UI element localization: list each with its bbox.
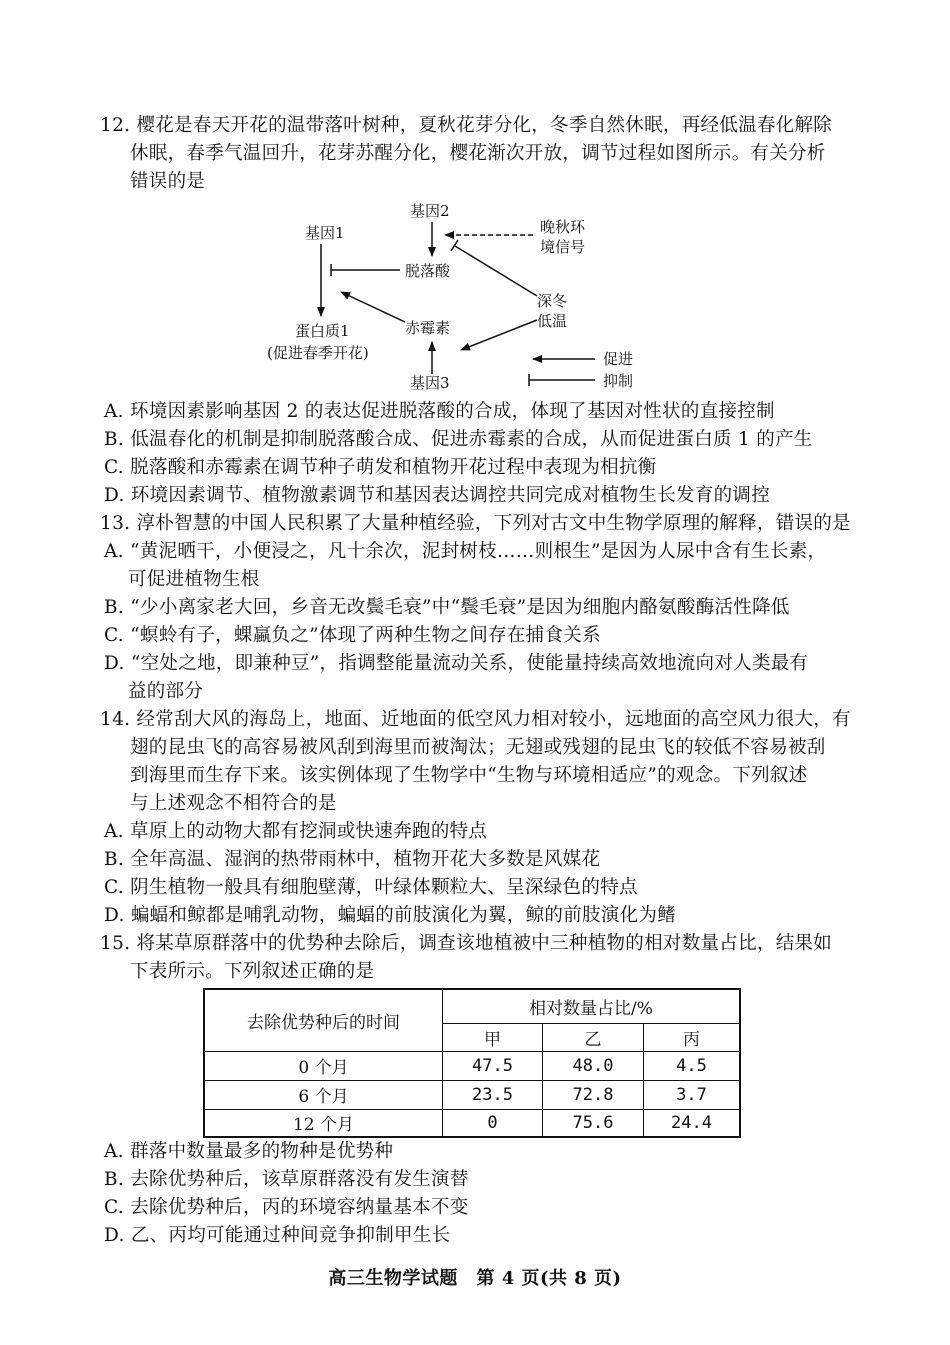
row-time: 6 个月 (204, 1080, 443, 1109)
q12-stem-line-2: 休眠，春季气温回升，花芽苏醒分化，樱花渐次开放，调节过程如图所示。有关分析 (130, 143, 826, 164)
gene2-label: 基因2 (410, 202, 450, 220)
cell-jia: 23.5 (443, 1080, 543, 1109)
cell-bing: 4.5 (644, 1051, 741, 1080)
q13-option-a-cont: 可促进植物生根 (128, 569, 260, 590)
page-footer: 高三生物学试题 第 4 页(共 8 页) (328, 1268, 622, 1289)
q13-option-d-cont: 益的部分 (128, 681, 204, 702)
cell-jia: 47.5 (443, 1051, 543, 1080)
ga-to-protein1-arrow (341, 292, 405, 322)
q14-stem-line-2: 翅的昆虫飞的高容易被风刮到海里而被淘汰；无翅或残翅的昆虫飞的较低不容易被刮 (130, 737, 826, 758)
table-row (204, 1051, 740, 1080)
q14-option-c: C. 阴生植物一般具有细胞壁薄，叶绿体颗粒大、呈深绿色的特点 (104, 877, 638, 898)
table-row (204, 1080, 740, 1109)
legend-inhibit-label: 抑制 (603, 372, 634, 390)
aba-label: 脱落酸 (405, 262, 451, 280)
regulation-diagram (255, 196, 675, 396)
ga-label: 赤霉素 (405, 319, 451, 337)
table-row (204, 1109, 740, 1137)
table-header-row (204, 989, 740, 1023)
cell-yi: 72.8 (543, 1080, 644, 1109)
winter-inhibit-gene2-line (455, 246, 537, 296)
header-species-bing: 丙 (644, 1023, 741, 1051)
cell-jia: 0 (443, 1109, 543, 1137)
q15-stem-line-2: 下表所示。下列叙述正确的是 (130, 961, 375, 982)
deep-winter-label-1: 深冬 (537, 292, 568, 310)
winter-inhibit-gene2-bar (451, 240, 458, 251)
q14-stem-line-3: 到海里而生存下来。该实例体现了生物学中“生物与环境相适应”的观念。下列叙述 (130, 765, 808, 786)
header-time: 去除优势种后的时间 (204, 989, 443, 1051)
legend-promote-label: 促进 (603, 350, 634, 368)
cell-yi: 48.0 (543, 1051, 644, 1080)
gene3-label: 基因3 (410, 374, 450, 392)
cell-bing: 24.4 (644, 1109, 741, 1137)
protein1-note: (促进春季开花) (267, 344, 369, 362)
cell-yi: 75.6 (543, 1109, 644, 1137)
q13-option-c: C. “螟蛉有子，蜾蠃负之”体现了两种生物之间存在捕食关系 (104, 625, 601, 646)
header-group: 相对数量占比/% (443, 989, 741, 1023)
q12-option-d: D. 环境因素调节、植物激素调节和基因表达调控共同完成对植物生长发育的调控 (104, 485, 771, 506)
header-species-jia: 甲 (443, 1023, 543, 1051)
q14-option-d: D. 蝙蝠和鲸都是哺乳动物，蝙蝠的前肢演化为翼，鲸的前肢演化为鳍 (104, 905, 677, 926)
q12-option-a: A. 环境因素影响基因 2 的表达促进脱落酸的合成，体现了基因对性状的直接控制 (104, 401, 775, 422)
q14-stem-line-1: 14. 经常刮大风的海岛上，地面、近地面的低空风力相对较小，远地面的高空风力很大，有 (100, 709, 851, 730)
gene1-label: 基因1 (305, 224, 345, 242)
q12-stem-line-1: 12. 樱花是春天开花的温带落叶树种，夏秋花芽分化，冬季自然休眠，再经低温春化解除 (100, 115, 833, 136)
q15-stem-line-1: 15. 将某草原群落中的优势种去除后，调查该地植被中三种植物的相对数量占比，结果如 (100, 933, 833, 954)
q13-option-d: D. “空处之地，即兼种豆”，指调整能量流动关系，使能量持续高效地流向对人类最有 (104, 653, 809, 674)
winter-to-ga-arrow (461, 320, 537, 350)
q15-option-b: B. 去除优势种后，该草原群落没有发生演替 (104, 1169, 469, 1190)
q15-option-a: A. 群落中数量最多的物种是优势种 (104, 1141, 394, 1162)
q12-option-b: B. 低温春化的机制是抑制脱落酸合成、促进赤霉素的合成，从而促进蛋白质 1 的产生 (104, 429, 813, 450)
q14-stem-line-4: 与上述观念不相符合的是 (130, 793, 337, 814)
header-species-yi: 乙 (543, 1023, 644, 1051)
protein1-label: 蛋白质1 (295, 322, 350, 340)
q12-option-c: C. 脱落酸和赤霉素在调节种子萌发和植物开花过程中表现为相抗衡 (104, 457, 657, 478)
q15-option-d: D. 乙、丙均可能通过种间竞争抑制甲生长 (104, 1225, 451, 1246)
q12-stem-line-3: 错误的是 (130, 171, 206, 192)
deep-winter-label-2: 低温 (537, 312, 568, 330)
cell-bing: 3.7 (644, 1080, 741, 1109)
q14-option-b: B. 全年高温、湿润的热带雨林中，植物开花大多数是风媒花 (104, 849, 601, 870)
q13-option-b: B. “少小离家老大回，乡音无改鬓毛衰”中“鬓毛衰”是因为细胞内酪氨酸酶活性降低 (104, 597, 790, 618)
q14-option-a: A. 草原上的动物大都有挖洞或快速奔跑的特点 (104, 821, 488, 842)
q15-option-c: C. 去除优势种后，丙的环境容纳量基本不变 (104, 1197, 469, 1218)
late-autumn-label-2: 境信号 (540, 238, 586, 256)
late-autumn-label-1: 晚秋环 (540, 218, 586, 236)
q13-option-a: A. “黄泥晒干，小便浸之，凡十余次，泥封树枝……则根生”是因为人尿中含有生长素， (104, 541, 827, 562)
species-ratio-table (203, 988, 741, 1138)
q13-stem: 13. 淳朴智慧的中国人民积累了大量种植经验，下列对古文中生物学原理的解释，错误的是 (100, 513, 851, 534)
row-time: 0 个月 (204, 1051, 443, 1080)
row-time: 12 个月 (204, 1109, 443, 1137)
